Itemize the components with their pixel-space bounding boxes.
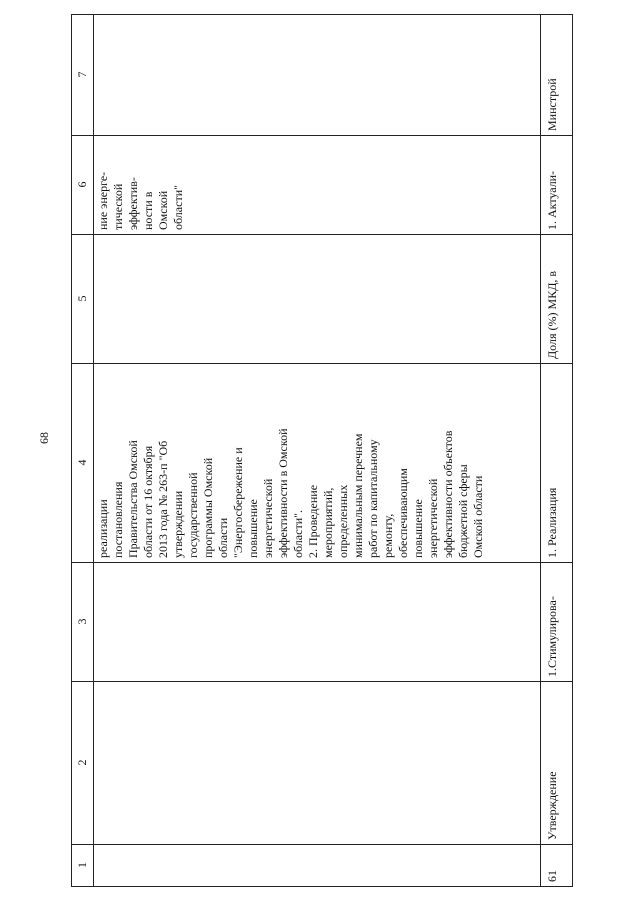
row61-col3: 1.Стимулирова- [545, 596, 559, 677]
row61-number: 61 [545, 870, 559, 882]
table-border-right [572, 14, 573, 887]
header-row-divider [93, 14, 94, 887]
col2-col1-divider [71, 844, 573, 845]
column-header-6: 6 [75, 181, 89, 188]
row61-col2: Утверждение [545, 771, 559, 840]
column-header-2: 2 [75, 759, 89, 766]
row61-col7: Минстрой [545, 78, 559, 131]
column-header-3: 3 [75, 618, 89, 625]
table-border-top [71, 14, 573, 15]
col6-col5-divider [71, 234, 573, 235]
table-border-left [71, 14, 72, 887]
row61-top-divider [540, 14, 541, 887]
continuation-cell-col6: ние энерге- тической эффектив- ности в Омской области" [96, 171, 185, 230]
column-header-4: 4 [75, 459, 89, 466]
row61-col6: 1. Актуали- [545, 170, 559, 230]
column-header-7: 7 [75, 71, 89, 78]
continuation-cell-col4: реализации постановления Правительства Омской области от 16 октября 2013 года № 263-п "Об утверждении государственной программы Омской области "Энергосбережение и повышение энергетической эффективности в Омской области". 2. Проведение мероприятий, определенных минимальным перечнем работ по капитальному ремонту, обеспечивающим повышение энергетической эффективности объектов бюджетной сферы Омской области [96, 428, 485, 558]
column-header-1: 1 [75, 862, 89, 868]
table-border-bottom [71, 886, 573, 887]
page-number: 68 [37, 432, 51, 444]
column-header-5: 5 [75, 295, 89, 302]
col4-col3-divider [71, 562, 573, 563]
col3-col2-divider [71, 681, 573, 682]
row61-col4: 1. Реализация [545, 487, 559, 558]
row61-col5: Доля (%) МКД, в [545, 270, 559, 359]
